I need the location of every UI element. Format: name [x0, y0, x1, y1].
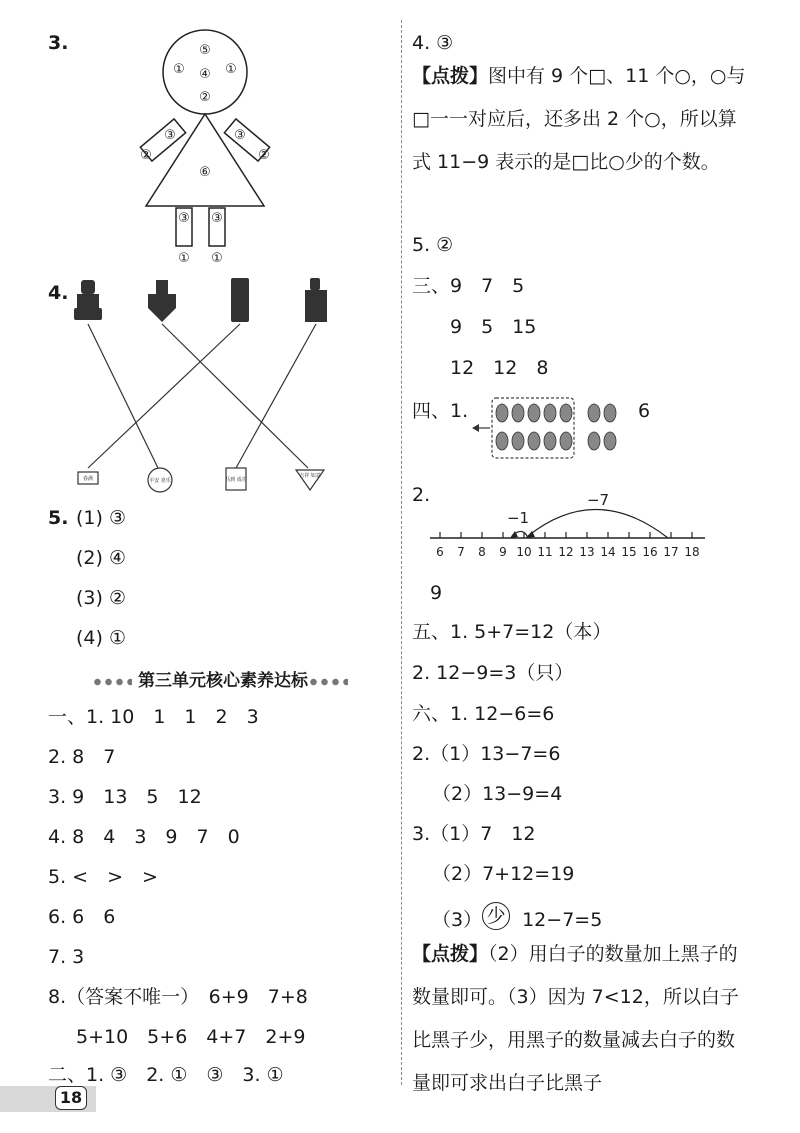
section-dots-left [92, 677, 132, 687]
q5-item: (4) ① [76, 627, 126, 649]
fig-number: ④ [199, 67, 211, 82]
answer-line: 二、1. ③ 2. ① ③ 3. ① [48, 1064, 284, 1086]
answer-prefix: （3） [432, 909, 483, 931]
fig-number: ⑥ [199, 165, 211, 180]
section-dots-right [308, 677, 348, 687]
fig-number: ③ [178, 211, 190, 226]
number-line-tick-label: 16 [642, 545, 658, 559]
fig-number: ① [225, 62, 237, 77]
q5-item: (3) ② [76, 587, 126, 609]
jump-label-big: −7 [586, 491, 610, 509]
tip-label: 【点拨】 [412, 943, 489, 965]
q5-item: (2) ④ [76, 547, 126, 569]
answer-line: 6. 6 6 [48, 906, 116, 928]
answer-line: 三、9 7 5 [412, 275, 525, 297]
answer-line: 4. ③ [412, 32, 454, 54]
fig-number: ③ [234, 128, 246, 143]
fig-number: ② [199, 90, 211, 105]
page-number: 18 [55, 1086, 87, 1110]
stamp-matching-figure [70, 270, 360, 495]
stamp-print-text: 春满 [82, 476, 94, 482]
jump-label-small: −1 [506, 509, 530, 527]
number-line-tick-label: 11 [537, 545, 553, 559]
answer-line: 5. ② [412, 234, 454, 256]
number-line-tick-label: 8 [478, 545, 486, 559]
q4-label: 4. [48, 282, 69, 304]
stamp-print-text: 吉祥 如意 [299, 473, 321, 479]
number-line-tick-label: 18 [684, 545, 700, 559]
number-line-tick-label: 10 [516, 545, 532, 559]
tip-paragraph [412, 933, 752, 1105]
column-divider [401, 20, 402, 1085]
answer-line: 2. 8 7 [48, 746, 116, 768]
number-line-tick-label: 7 [457, 545, 465, 559]
answer-line: 5+10 5+6 4+7 2+9 [76, 1026, 306, 1048]
number-line-tick-label: 14 [600, 545, 616, 559]
answer-line: 3.（1）7 12 [412, 823, 536, 845]
number-line-tick-label: 17 [663, 545, 679, 559]
q5-label: 5. [48, 507, 69, 529]
fig-number: ① [211, 251, 223, 266]
circled-answer: 少 [482, 902, 510, 930]
answer-line: 7. 3 [48, 946, 85, 968]
answer-line [432, 906, 602, 934]
answer-line: （2）13−9=4 [432, 783, 563, 805]
answer-line: 3. 9 13 5 12 [48, 786, 202, 808]
section-title: 第三单元核心素养达标 [138, 671, 308, 691]
shape-person-figure [130, 26, 280, 276]
answer-line: 4. 8 4 3 9 7 0 [48, 826, 240, 848]
fig-number: ⑤ [199, 43, 211, 58]
tip-paragraph [412, 55, 752, 184]
fig-number: ② [140, 148, 152, 163]
answer-line: （2）7+12=19 [432, 863, 575, 885]
number-line-tick-label: 12 [558, 545, 574, 559]
answer-line: 8.（答案不唯一） 6+9 7+8 [48, 986, 308, 1008]
answer-line: 一、1. 10 1 1 2 3 [48, 706, 259, 728]
answer-line: 5. < > > [48, 866, 158, 888]
number-line-figure [420, 490, 710, 575]
answer-line: 五、1. 5+7=12（本） [412, 621, 612, 643]
answer-line: 2.（1）13−7=6 [412, 743, 561, 765]
answer-value: 9 [430, 582, 443, 604]
answer-value: 6 [638, 400, 651, 422]
fig-number: ① [178, 251, 190, 266]
answer-line: 12 12 8 [450, 357, 549, 379]
answer-line: 六、1. 12−6=6 [412, 703, 555, 725]
number-line-tick-label: 15 [621, 545, 637, 559]
stamp-print-text: 马到 成功 [225, 477, 247, 483]
pear-grouping-figure [470, 395, 630, 465]
q3-label: 3. [48, 32, 69, 54]
number-line-tick-label: 13 [579, 545, 595, 559]
answer-line: 2. 12−9=3（只） [412, 662, 574, 684]
fig-number: ③ [211, 211, 223, 226]
tip-text: （2）用白子的数量加上黑子的数量即可。（3）因为 7<12，所以白子比黑子少，用黑子的数量减去白子的数量即可求出白子比黑子 [412, 943, 739, 1094]
answer-line: 2. [412, 484, 431, 506]
number-line-tick-label: 6 [436, 545, 444, 559]
answer-line: 9 5 15 [450, 316, 537, 338]
answer-line: 四、1. [412, 400, 469, 422]
fig-number: ③ [164, 128, 176, 143]
fig-number: ① [173, 62, 185, 77]
answer-equation: 12−7=5 [522, 909, 603, 931]
tip-text: 图中有 9 个□、11 个○，○与□一一对应后，还多出 2 个○，所以算式 11−9 表示的是□比○少的个数。 [412, 65, 746, 173]
tip-label: 【点拨】 [412, 65, 489, 87]
q5-item: (1) ③ [76, 507, 126, 529]
number-line-tick-label: 9 [499, 545, 507, 559]
stamp-print-text: 平安 喜乐 [149, 478, 171, 484]
fig-number: ② [258, 148, 270, 163]
